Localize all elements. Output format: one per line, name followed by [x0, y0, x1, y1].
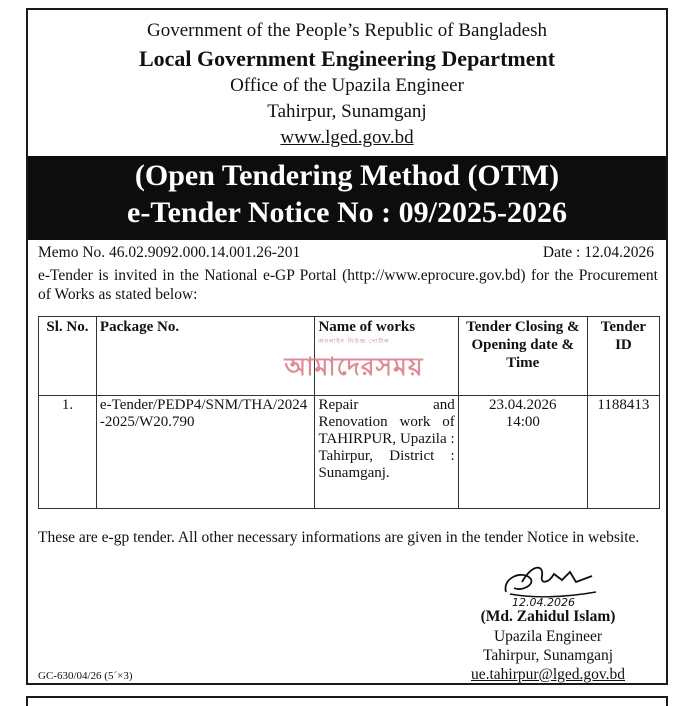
- department-title: Local Government Engineering Department: [138, 46, 556, 71]
- package-number: e-Tender/PEDP4/SNM/THA/2024-2025/W20.790: [99, 397, 308, 430]
- table-row: [39, 396, 660, 509]
- tender-method: (Open Tendering Method (OTM): [134, 159, 560, 192]
- memo-number: Memo No. 46.02.9092.000.14.001.26-201: [38, 244, 301, 261]
- watermark: [244, 336, 464, 390]
- memo-date: Date : 12.04.2026: [542, 244, 654, 261]
- signature-icon: [492, 558, 612, 608]
- header-name: Name of works: [315, 317, 458, 396]
- tender-notice-number: e-Tender Notice No : 09/2025-2026: [127, 196, 567, 229]
- cell-package: [96, 396, 315, 509]
- notice-banner: [28, 156, 666, 240]
- header-package: Package No.: [96, 317, 315, 396]
- cell-sl: 1.: [39, 396, 97, 509]
- closing-time: 14:00: [505, 414, 540, 430]
- location-line: Tahirpur, Sunamganj: [267, 101, 427, 122]
- header-closing: Tender Closing & Opening date & Time: [458, 317, 587, 396]
- signer-email[interactable]: ue.tahirpur@lged.gov.bd: [470, 666, 626, 683]
- header-id: Tender ID: [587, 317, 659, 396]
- watermark-logo: আমাদেরসময়: [284, 352, 424, 381]
- header-sl: Sl. No.: [39, 317, 97, 396]
- intro-text: e-Tender is invited in the National e-GP Portal (http://www.eprocure.gov.bd) for the Procurement of Works as stated below:: [38, 267, 658, 303]
- office-line: Office of the Upazila Engineer: [230, 75, 464, 96]
- gc-code: GC-630/04/26 (5´×3): [38, 670, 133, 682]
- government-line: Government of the People’s Republic of Bangladesh: [147, 20, 547, 41]
- cell-closing: [458, 396, 587, 509]
- signer-location: Tahirpur, Sunamganj: [482, 647, 614, 664]
- footnote-text: These are e-gp tender. All other necessary informations are given in the tender Notice in website.: [38, 529, 640, 546]
- signer-designation: Upazila Engineer: [493, 628, 602, 645]
- cell-tender-id: 1188413: [587, 396, 659, 509]
- signer-name: (Md. Zahidul Islam): [480, 608, 616, 625]
- closing-date: 23.04.2026: [489, 397, 557, 413]
- cell-name: Repair and Renovation work of TAHIRPUR, Upazila : Tahirpur, District : Sunamganj.: [315, 396, 458, 509]
- signature-date: 12.04.2026: [512, 596, 575, 608]
- watermark-tagline: অনলাইন নিউজ পোর্টাল: [318, 338, 390, 345]
- notice-frame: [26, 8, 668, 685]
- next-notice-edge: [26, 696, 668, 706]
- website-link[interactable]: www.lged.gov.bd: [280, 127, 414, 148]
